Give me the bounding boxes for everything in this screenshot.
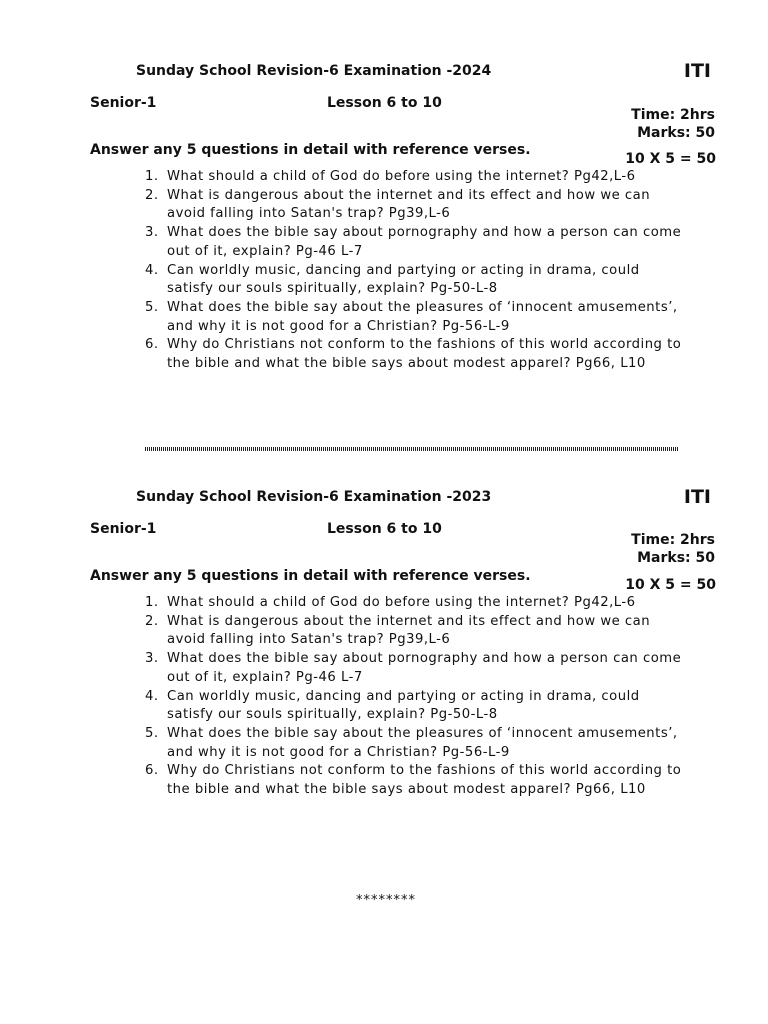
exam-title: Sunday School Revision-6 Examination -2024 [136, 63, 492, 79]
question-text: Why do Christians not conform to the fashions of this world according to the bible and what the bible says about modest apparel? Pg66, L10 [167, 763, 682, 798]
question-item [145, 168, 690, 187]
question-list [145, 168, 690, 374]
question-text: Why do Christians not conform to the fashions of this world according to the bible and what the bible says about modest apparel? Pg66, L10 [167, 337, 682, 372]
score-formula: 10 X 5 = 50 [625, 577, 716, 593]
instructions: Answer any 5 questions in detail with reference verses. [90, 142, 531, 158]
question-number: 1. [145, 169, 159, 184]
marks-label: Marks: 50 [637, 550, 715, 566]
question-text: Can worldly music, dancing and partying or acting in drama, could satisfy our souls spiritually, explain? Pg-50-L-8 [167, 688, 640, 723]
question-item [145, 262, 690, 299]
question-number: 4. [145, 262, 159, 278]
question-item [145, 187, 690, 224]
question-list [145, 594, 690, 800]
question-item [145, 725, 690, 762]
question-item [145, 650, 690, 687]
question-number: 1. [145, 595, 159, 610]
time-label: Time: 2hrs [631, 107, 715, 123]
time-marks [631, 531, 715, 567]
question-number: 5. [145, 299, 159, 315]
class-label: Senior-1 [90, 95, 157, 111]
end-marker: ******** [356, 893, 416, 908]
time-label: Time: 2hrs [631, 532, 715, 548]
question-item [145, 688, 690, 725]
lesson-range: Lesson 6 to 10 [327, 521, 442, 537]
question-item [145, 336, 690, 373]
score-formula: 10 X 5 = 50 [625, 151, 716, 167]
question-text: What does the bible say about the pleasures of ‘innocent amusements’, and why it is not good for a Christian? Pg-56-L-9 [167, 725, 678, 760]
question-text: What should a child of God do before using the internet? Pg42,L-6 [167, 169, 636, 184]
question-number: 4. [145, 688, 159, 704]
question-text: What does the bible say about pornography and how a person can come out of it, explain? Pg-46 L-7 [167, 651, 682, 685]
marks-label: Marks: 50 [637, 125, 715, 141]
iti-logo: ITI [683, 60, 711, 82]
instructions: Answer any 5 questions in detail with reference verses. [90, 568, 531, 584]
question-number: 2. [145, 613, 159, 629]
question-item [145, 299, 690, 336]
lesson-range: Lesson 6 to 10 [327, 95, 442, 111]
question-number: 5. [145, 725, 159, 741]
question-number: 6. [145, 763, 159, 779]
question-item [145, 613, 690, 650]
question-text: What does the bible say about pornography and how a person can come out of it, explain? Pg-46 L-7 [167, 225, 682, 259]
question-text: What is dangerous about the internet and its effect and how we can avoid falling into Satan's trap? Pg39,L-6 [167, 613, 651, 648]
class-label: Senior-1 [90, 521, 157, 537]
question-text: What should a child of God do before using the internet? Pg42,L-6 [167, 595, 636, 610]
question-number: 3. [145, 651, 159, 667]
question-number: 3. [145, 225, 159, 241]
question-item [145, 762, 690, 799]
question-item [145, 594, 690, 613]
section-divider [145, 447, 678, 451]
question-item [145, 224, 690, 261]
iti-logo: ITI [683, 486, 711, 508]
question-text: What does the bible say about the pleasures of ‘innocent amusements’, and why it is not good for a Christian? Pg-56-L-9 [167, 299, 678, 334]
question-number: 6. [145, 337, 159, 353]
question-number: 2. [145, 187, 159, 203]
exam-title: Sunday School Revision-6 Examination -2023 [136, 489, 492, 505]
question-text: What is dangerous about the internet and its effect and how we can avoid falling into Satan's trap? Pg39,L-6 [167, 187, 651, 222]
question-text: Can worldly music, dancing and partying or acting in drama, could satisfy our souls spiritually, explain? Pg-50-L-8 [167, 262, 640, 297]
time-marks [631, 106, 715, 142]
